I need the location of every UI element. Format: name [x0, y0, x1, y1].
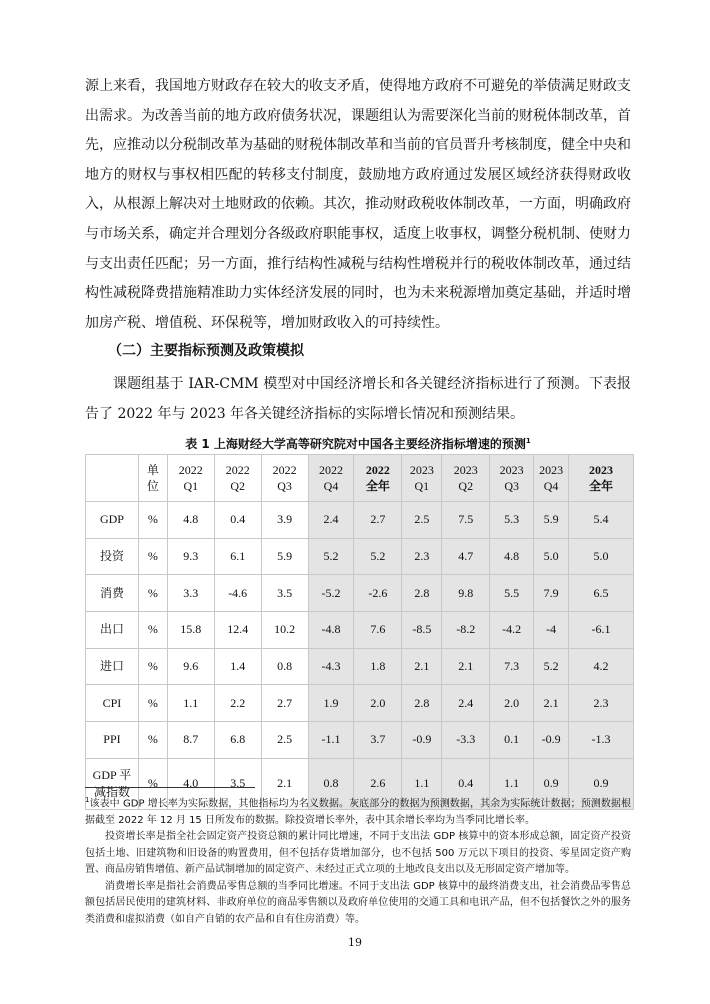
value-cell: 4.2: [569, 648, 634, 685]
column-header: [442, 455, 490, 502]
value-cell: 15.8: [167, 612, 214, 649]
value-cell: 1.1: [402, 758, 442, 809]
table-title-text: 表 1 上海财经大学高等研究院对中国各主要经济指标增速的预测: [185, 437, 526, 451]
value-cell: 9.6: [167, 648, 214, 685]
header-line-1: 2022: [365, 463, 390, 477]
unit-cell: %: [138, 758, 167, 809]
row-label: 消费: [86, 575, 139, 612]
header-line-1: 2022: [225, 463, 250, 477]
header-line-2: Q1: [183, 479, 199, 493]
value-cell: 7.9: [534, 575, 569, 612]
value-cell: 1.1: [167, 685, 214, 722]
column-header: [490, 455, 534, 502]
column-header: [261, 455, 308, 502]
value-cell: 9.3: [167, 538, 214, 575]
column-header: [534, 455, 569, 502]
header-line-2: 位: [146, 479, 159, 493]
row-label: CPI: [86, 685, 139, 722]
value-cell: 5.0: [534, 538, 569, 575]
value-cell: 2.1: [402, 648, 442, 685]
footnote-divider: [85, 787, 255, 788]
footnote-1-text: 该表中 GDP 增长率为实际数据，其他指标均为名义数据。灰底部分的数据为预测数据，其余为实际统计数据；预测数据根据截至 2022 年 12 月 15 日所发布的数据。除投资增长率外，表中其余增长率均为当季同比增长率。: [85, 798, 631, 826]
page-number: 19: [348, 936, 362, 949]
value-cell: 5.9: [261, 538, 308, 575]
unit-cell: %: [138, 648, 167, 685]
value-cell: 2.3: [569, 685, 634, 722]
row-label: PPI: [86, 722, 139, 759]
header-line-1: 2023: [539, 463, 564, 477]
value-cell: -4.6: [214, 575, 261, 612]
header-line-2: Q2: [458, 479, 474, 493]
value-cell: 2.1: [534, 685, 569, 722]
table-row: [86, 502, 634, 539]
header-line-2: Q4: [543, 479, 559, 493]
value-cell: 2.7: [354, 502, 402, 539]
value-cell: 2.7: [261, 685, 308, 722]
header-line-1: 2022: [178, 463, 203, 477]
header-line-1: 2023: [589, 463, 614, 477]
column-header: [569, 455, 634, 502]
header-line-2: Q1: [414, 479, 430, 493]
value-cell: 12.4: [214, 612, 261, 649]
value-cell: 2.5: [261, 722, 308, 759]
column-header: [402, 455, 442, 502]
value-cell: 5.4: [569, 502, 634, 539]
column-header: [308, 455, 354, 502]
header-line-2: Q4: [323, 479, 339, 493]
unit-cell: %: [138, 685, 167, 722]
value-cell: 6.8: [214, 722, 261, 759]
table-body: [86, 502, 634, 810]
value-cell: 8.7: [167, 722, 214, 759]
value-cell: -2.6: [354, 575, 402, 612]
value-cell: 2.6: [354, 758, 402, 809]
value-cell: 5.3: [490, 502, 534, 539]
column-header: [354, 455, 402, 502]
value-cell: 2.1: [261, 758, 308, 809]
column-header: [86, 455, 139, 502]
value-cell: 10.2: [261, 612, 308, 649]
table-title: [85, 435, 631, 452]
forecast-table: [85, 454, 634, 810]
table-header-row: [86, 455, 634, 502]
value-cell: 1.9: [308, 685, 354, 722]
value-cell: 2.0: [490, 685, 534, 722]
value-cell: -3.3: [442, 722, 490, 759]
footnote-2: 投资增长率是指全社会固定资产投资总额的累计同比增速，不同于支出法 GDP 核算中的资本形成总额，固定资产投资包括土地、旧建筑物和旧设备的购置费用，但不包括存货增加部分，也不包括 500 万元以下项目的投资、零星固定资产购置、商品房销售增值、新产品试制增加的固定资产、未经过正式立项的土地改良支出以及无形固定资产增加等。: [85, 831, 631, 876]
table-row: [86, 612, 634, 649]
table-row: [86, 538, 634, 575]
header-line-1: 2022: [319, 463, 343, 477]
footnote-marker: 1: [85, 796, 90, 804]
footnote-1: [85, 792, 631, 829]
table-row: [86, 648, 634, 685]
value-cell: 2.2: [214, 685, 261, 722]
value-cell: 1.8: [354, 648, 402, 685]
header-line-2: 全年: [589, 479, 614, 493]
table-row: [86, 575, 634, 612]
value-cell: 2.8: [402, 575, 442, 612]
footnote-3: 消费增长率是指社会消费品零售总额的当季同比增速。不同于支出法 GDP 核算中的最终消费支出，社会消费品零售总额包括居民使用的建筑材料、非政府单位的商品零售额以及政府单位使用的交通工具和电讯产品，但不包括餐饮之外的服务类消费和虚拟消费（如自产自销的农产品和自有住房消费）等。: [85, 880, 631, 925]
value-cell: 2.3: [402, 538, 442, 575]
value-cell: 0.8: [308, 758, 354, 809]
value-cell: -4: [534, 612, 569, 649]
paragraph-text: 课题组基于 IAR-CMM 模型对中国经济增长和各关键经济指标进行了预测。下表报告了 2022 年与 2023 年各关键经济指标的实际增长情况和预测结果。: [85, 376, 631, 422]
body-paragraph-1: [85, 72, 631, 338]
footnote-marker: 1: [525, 437, 531, 445]
value-cell: 5.2: [534, 648, 569, 685]
column-header: [167, 455, 214, 502]
value-cell: 1.1: [490, 758, 534, 809]
value-cell: 5.2: [308, 538, 354, 575]
value-cell: -6.1: [569, 612, 634, 649]
value-cell: -1.3: [569, 722, 634, 759]
footnotes: [85, 792, 631, 928]
value-cell: 7.3: [490, 648, 534, 685]
value-cell: 7.5: [442, 502, 490, 539]
value-cell: 9.8: [442, 575, 490, 612]
column-header: [214, 455, 261, 502]
row-label: 进口: [86, 648, 139, 685]
paragraph-text: 源上来看，我国地方财政存在较大的收支矛盾，使得地方政府不可避免的举债满足财政支出需求。为改善当前的地方政府债务状况，课题组认为需要深化当前的财税体制改革，首先，应推动以分税制改革为基础的财税体制改革和当前的官员晋升考核制度，健全中央和地方的财权与事权相匹配的转移支付制度，鼓励地方政府通过发展区域经济获得财政收入，从根源上解决对土地财政的依赖。其次，推动财政税收体制改革，一方面，明确政府与市场关系，确定并合理划分各级政府职能事权，适度上收事权，调整分税机制、使财力与支出责任匹配；另一方面，推行结构性减税与结构性增税并行的税收体制改革，通过结构性减税降费措施精准助力实体经济发展的同时，也为未来税源增加奠定基础，并适时增加房产税、增值税、环保税等，增加财政收入的可持续性。: [85, 78, 631, 331]
unit-cell: %: [138, 538, 167, 575]
value-cell: -5.2: [308, 575, 354, 612]
value-cell: 3.3: [167, 575, 214, 612]
value-cell: 2.8: [402, 685, 442, 722]
value-cell: 2.5: [402, 502, 442, 539]
value-cell: 1.4: [214, 648, 261, 685]
value-cell: 0.1: [490, 722, 534, 759]
value-cell: 3.5: [261, 575, 308, 612]
row-label: 出口: [86, 612, 139, 649]
row-label: GDP: [86, 502, 139, 539]
value-cell: 5.9: [534, 502, 569, 539]
row-label-line-2: 减指数: [93, 784, 130, 799]
value-cell: 2.4: [308, 502, 354, 539]
unit-cell: %: [138, 575, 167, 612]
header-line-1: 2023: [453, 463, 478, 477]
value-cell: 5.2: [354, 538, 402, 575]
value-cell: -0.9: [534, 722, 569, 759]
header-line-1: 单: [146, 463, 159, 477]
value-cell: 4.7: [442, 538, 490, 575]
table-row: [86, 722, 634, 759]
header-line-1: 2023: [409, 463, 434, 477]
value-cell: 2.1: [442, 648, 490, 685]
value-cell: -0.9: [402, 722, 442, 759]
section-heading: （二）主要指标预测及政策模拟: [108, 343, 304, 359]
value-cell: -8.5: [402, 612, 442, 649]
value-cell: -8.2: [442, 612, 490, 649]
value-cell: 0.8: [261, 648, 308, 685]
header-line-2: 全年: [365, 479, 390, 493]
value-cell: 2.4: [442, 685, 490, 722]
value-cell: 4.0: [167, 758, 214, 809]
value-cell: -4.3: [308, 648, 354, 685]
header-line-1: 2022: [272, 463, 297, 477]
value-cell: 3.7: [354, 722, 402, 759]
value-cell: 7.6: [354, 612, 402, 649]
value-cell: 0.9: [534, 758, 569, 809]
value-cell: 6.5: [569, 575, 634, 612]
value-cell: 0.9: [569, 758, 634, 809]
unit-cell: %: [138, 722, 167, 759]
header-line-2: Q2: [230, 479, 246, 493]
value-cell: 0.4: [442, 758, 490, 809]
column-header: [138, 455, 167, 502]
row-label: 投资: [86, 538, 139, 575]
header-line-2: Q3: [277, 479, 292, 493]
row-label-line-1: GDP 平: [92, 767, 132, 782]
value-cell: -4.8: [308, 612, 354, 649]
table-row: [86, 685, 634, 722]
value-cell: 6.1: [214, 538, 261, 575]
value-cell: 5.5: [490, 575, 534, 612]
header-line-2: Q3: [504, 479, 519, 493]
value-cell: 5.0: [569, 538, 634, 575]
unit-cell: %: [138, 502, 167, 539]
value-cell: 3.5: [214, 758, 261, 809]
value-cell: -4.2: [490, 612, 534, 649]
header-line-1: 2023: [499, 463, 524, 477]
value-cell: 4.8: [490, 538, 534, 575]
value-cell: 2.0: [354, 685, 402, 722]
value-cell: 3.9: [261, 502, 308, 539]
body-paragraph-2: [85, 370, 631, 429]
value-cell: 0.4: [214, 502, 261, 539]
value-cell: 4.8: [167, 502, 214, 539]
unit-cell: %: [138, 612, 167, 649]
value-cell: -1.1: [308, 722, 354, 759]
